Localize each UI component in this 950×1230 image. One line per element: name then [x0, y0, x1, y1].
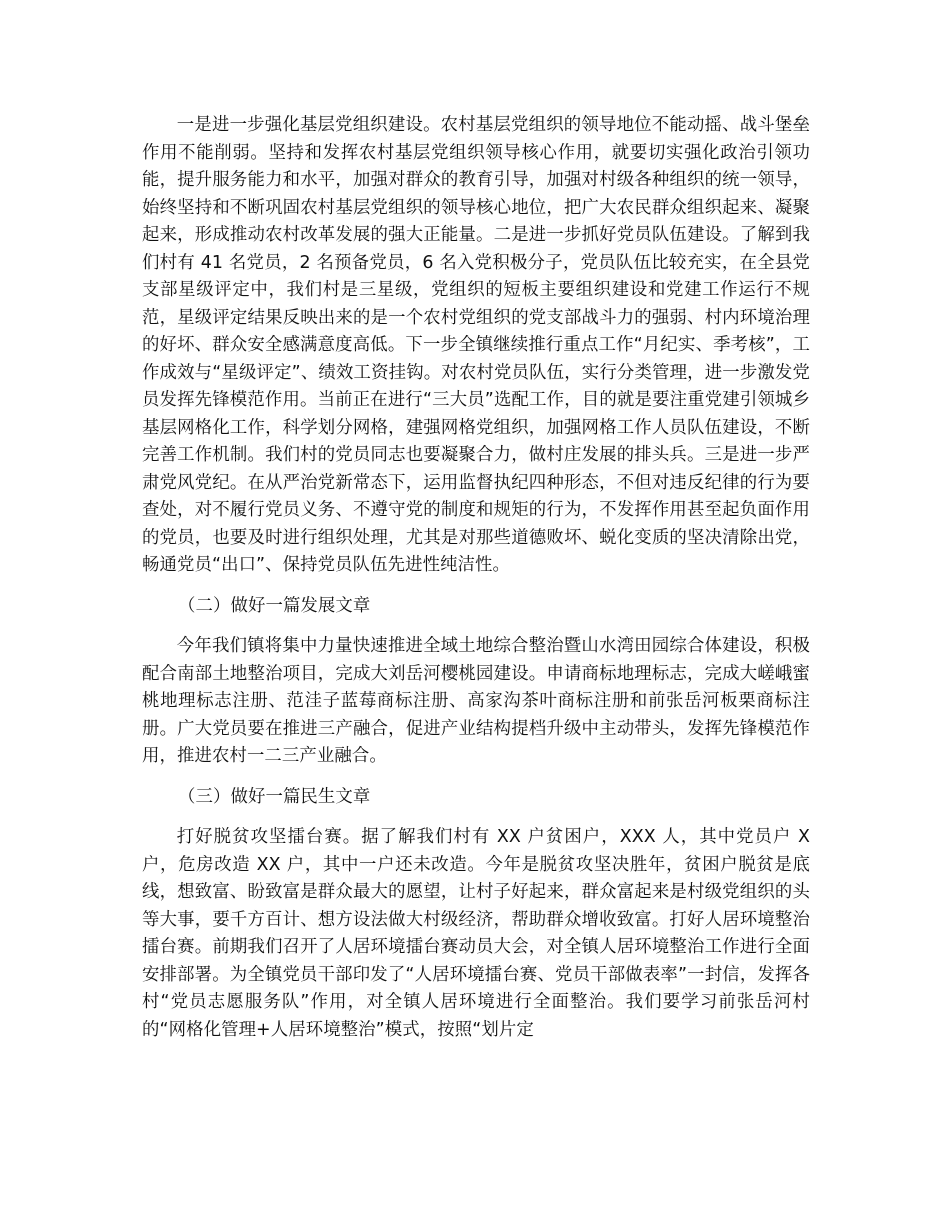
document-page — [142, 112, 810, 1044]
paragraph-livelihood: 打好脱贫攻坚擂台赛。据了解我们村有 XX 户贫困户，XXX 人，其中党员户 X 户，危房改造 XX 户，其中一户还未改造。今年是脱贫攻坚决胜年，贫困户脱贫是底线，想致富、盼致富是群众最大的愿望，让村子好起来，群众富起来是村级党组织的头等大事，要千方百计、想方设法做大村级经济，帮助群众增收致富。打好人居环境整治擂台赛。前期我们召开了人居环境擂台赛动员大会，对全镇人居环境整治工作进行全面安排部署。为全镇党员干部印发了“人居环境擂台赛、党员干部做表率”一封信，发挥各村“党员志愿服务队”作用，对全镇人居环境进行全面整治。我们要学习前张岳河村的“网格化管理+人居环境整治”模式，按照“划片定 — [142, 827, 810, 1040]
section-heading-livelihood: （三）做好一篇民生文章 — [178, 786, 371, 807]
paragraph-development: 今年我们镇将集中力量快速推进全域土地综合整治暨山水湾田园综合体建设，积极配合南部土地整治项目，完成大刘岳河樱桃园建设。申请商标地理标志，完成大嵯峨蜜桃地理标志注册、范洼子蓝莓商标注册、高家沟茶叶商标注册和前张岳河板栗商标注册。广大党员要在推进三产融合，促进产业结构提档升级中主动带头，发挥先锋模范作用，推进农村一二三产业融合。 — [142, 636, 810, 766]
section-heading-development: （二）做好一篇发展文章 — [178, 595, 371, 616]
paragraph-party-building: 一是进一步强化基层党组织建设。农村基层党组织的领导地位不能动摇、战斗堡垒作用不能削弱。坚持和发挥农村基层党组织领导核心作用，就要切实强化政治引领功能，提升服务能力和水平，加强对群众的教育引导，加强对村级各种组织的统一领导，始终坚持和不断巩固农村基层党组织的领导核心地位，把广大农民群众组织起来、凝聚起来，形成推动农村改革发展的强大正能量。二是进一步抓好党员队伍建设。了解到我们村有 41 名党员，2 名预备党员，6 名入党积极分子，党员队伍比较充实，在全县党支部星级评定中，我们村是三星级，党组织的短板主要组织建设和党建工作运行不规范，星级评定结果反映出来的是一个农村党组织的党支部战斗力的强弱、村内环境治理的好坏、群众安全感满意度高低。下一步全镇继续推行重点工作“月纪实、季考核”，工作成效与“星级评定”、绩效工资挂钩。对农村党员队伍，实行分类管理，进一步激发党员发挥先锋模范作用。当前正在进行“三大员”选配工作，目的就是要注重党建引领城乡基层网格化工作，科学划分网格，建强网格党组织，加强网格工作人员队伍建设，不断完善工作机制。我们村的党员同志也要凝聚合力，做村庄发展的排头兵。三是进一步严肃党风党纪。在从严治党新常态下，运用监督执纪四种形态，不但对违反纪律的行为要查处，对不履行党员义务、不遵守党的制度和规矩的行为，不发挥作用甚至起负面作用的党员，也要及时进行组织处理，尤其是对那些道德败坏、蜕化变质的坚决清除出党，畅通党员“出口”、保持党员队伍先进性纯洁性。 — [142, 115, 810, 575]
